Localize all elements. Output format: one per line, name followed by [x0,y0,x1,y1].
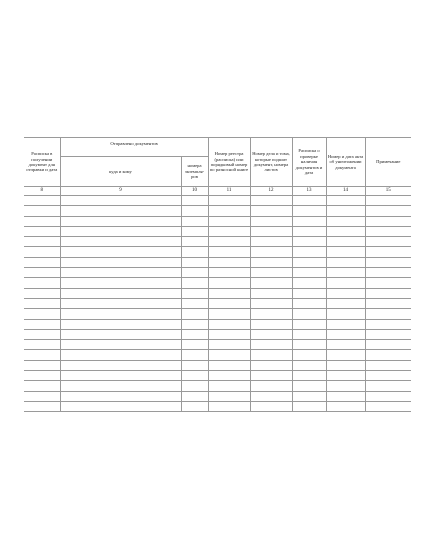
table-cell[interactable] [181,206,208,216]
table-cell[interactable] [292,371,326,381]
table-cell[interactable] [326,350,365,360]
table-cell[interactable] [60,226,181,236]
table-cell[interactable] [24,371,60,381]
table-cell[interactable] [250,278,292,288]
table-cell[interactable] [60,278,181,288]
table-cell[interactable] [60,340,181,350]
document-register-table [24,137,411,412]
header-check-receipt: Расписка о проверке наличия документов и дата [292,138,326,187]
table-cell[interactable] [181,329,208,339]
column-number: 12 [250,187,292,196]
table-cell[interactable] [292,247,326,257]
table-cell[interactable] [208,360,250,370]
table-cell[interactable] [60,288,181,298]
table-cell[interactable] [365,319,411,329]
table-cell[interactable] [208,391,250,401]
table-cell[interactable] [24,247,60,257]
table-cell[interactable] [60,329,181,339]
table-cell[interactable] [365,360,411,370]
table-cell[interactable] [326,381,365,391]
header-destruction-act: Номер и дата акта об уничтожении документа [326,138,365,187]
table-cell[interactable] [60,196,181,206]
table-cell[interactable] [365,257,411,267]
table-cell[interactable] [60,401,181,411]
table-cell[interactable] [326,196,365,206]
table-cell[interactable] [250,391,292,401]
table-cell[interactable] [181,350,208,360]
table-cell[interactable] [326,278,365,288]
table-cell[interactable] [208,268,250,278]
table-cell[interactable] [181,298,208,308]
table-row [24,319,411,329]
column-number: 8 [24,187,60,196]
table-cell[interactable] [60,247,181,257]
table-cell[interactable] [250,381,292,391]
table-row [24,298,411,308]
table-cell[interactable] [60,216,181,226]
header-row-1 [24,138,411,157]
table-cell[interactable] [292,381,326,391]
table-cell[interactable] [208,381,250,391]
table-row [24,288,411,298]
table-cell[interactable] [24,196,60,206]
table-cell[interactable] [365,340,411,350]
table-cell[interactable] [24,360,60,370]
table-row [24,391,411,401]
table-row [24,216,411,226]
table-cell[interactable] [365,401,411,411]
table-cell[interactable] [60,319,181,329]
table-cell[interactable] [208,401,250,411]
table-cell[interactable] [250,350,292,360]
table-cell[interactable] [60,391,181,401]
table-cell[interactable] [181,391,208,401]
header-where-whom: куда и кому [60,157,181,187]
table-cell[interactable] [24,309,60,319]
table-cell[interactable] [250,268,292,278]
table-cell[interactable] [292,268,326,278]
table-cell[interactable] [181,237,208,247]
column-number: 13 [292,187,326,196]
table-cell[interactable] [326,319,365,329]
table-cell[interactable] [24,381,60,391]
header-registry: Номер реестра (расписка) или порядковый номер по разносной книге [208,138,250,187]
table-cell[interactable] [181,360,208,370]
table-cell[interactable] [208,278,250,288]
table-cell[interactable] [326,340,365,350]
table-row [24,309,411,319]
table-cell[interactable] [24,329,60,339]
table-row [24,226,411,236]
table-cell[interactable] [292,257,326,267]
table-cell[interactable] [326,360,365,370]
table-row [24,350,411,360]
table-cell[interactable] [24,237,60,247]
table-cell[interactable] [365,371,411,381]
column-number: 9 [60,187,181,196]
table-row [24,196,411,206]
table-cell[interactable] [326,391,365,401]
table-cell[interactable] [365,298,411,308]
table-cell[interactable] [250,257,292,267]
table-cell[interactable] [292,401,326,411]
table-cell[interactable] [208,329,250,339]
table-cell[interactable] [292,298,326,308]
table-cell[interactable] [365,391,411,401]
table-cell[interactable] [208,371,250,381]
header-case-number: Номер дела и тома, которые подшит документ, номера листов [250,138,292,187]
table-cell[interactable] [181,288,208,298]
table-cell[interactable] [365,268,411,278]
table-cell[interactable] [208,226,250,236]
table-cell[interactable] [181,268,208,278]
table-cell[interactable] [60,298,181,308]
table-cell[interactable] [365,350,411,360]
table-cell[interactable] [24,216,60,226]
table-cell[interactable] [24,257,60,267]
table-cell[interactable] [208,288,250,298]
table-cell[interactable] [208,247,250,257]
table-cell[interactable] [326,206,365,216]
table-cell[interactable] [326,401,365,411]
header-copy-numbers: номера экземпля-ров [181,157,208,187]
table-cell[interactable] [326,329,365,339]
table-row [24,257,411,267]
table-row [24,237,411,247]
table-cell[interactable] [181,371,208,381]
table-cell[interactable] [60,257,181,267]
table-cell[interactable] [365,247,411,257]
column-number-row [24,187,411,196]
table-cell[interactable] [24,226,60,236]
table-cell[interactable] [24,206,60,216]
table-cell[interactable] [60,309,181,319]
table-cell[interactable] [250,206,292,216]
table-cell[interactable] [24,391,60,401]
table-cell[interactable] [208,309,250,319]
table-cell[interactable] [250,340,292,350]
table-cell[interactable] [181,216,208,226]
table-cell[interactable] [60,237,181,247]
table-cell[interactable] [250,237,292,247]
table-row [24,401,411,411]
column-number: 10 [181,187,208,196]
column-number: 15 [365,187,411,196]
header-receipt: Расписка в получении документ для отправки и дата [24,138,60,187]
table-cell[interactable] [250,319,292,329]
column-number: 14 [326,187,365,196]
table-cell[interactable] [292,329,326,339]
table-row [24,247,411,257]
table-row [24,360,411,370]
table-cell[interactable] [326,288,365,298]
table-cell[interactable] [181,340,208,350]
table-cell[interactable] [250,329,292,339]
table-cell[interactable] [326,237,365,247]
table-row [24,371,411,381]
table-cell[interactable] [250,309,292,319]
table-cell[interactable] [208,196,250,206]
table-cell[interactable] [326,257,365,267]
table-cell[interactable] [60,206,181,216]
table-cell[interactable] [250,371,292,381]
table-cell[interactable] [181,278,208,288]
table-cell[interactable] [60,360,181,370]
table-cell[interactable] [292,226,326,236]
table-cell[interactable] [292,350,326,360]
header-sent-group: Отправлено документов [60,138,208,157]
table-cell[interactable] [365,206,411,216]
table-cell[interactable] [208,298,250,308]
table-cell[interactable] [326,216,365,226]
table-cell[interactable] [250,288,292,298]
table-cell[interactable] [365,329,411,339]
table-cell[interactable] [292,288,326,298]
table-row [24,278,411,288]
table-cell[interactable] [365,309,411,319]
table-cell[interactable] [326,247,365,257]
table-cell[interactable] [181,401,208,411]
table-cell[interactable] [181,226,208,236]
column-number: 11 [208,187,250,196]
table-cell[interactable] [365,381,411,391]
table-cell[interactable] [181,309,208,319]
table-cell[interactable] [250,196,292,206]
table-cell[interactable] [292,319,326,329]
table-cell[interactable] [60,268,181,278]
table-cell[interactable] [250,298,292,308]
table-cell[interactable] [250,401,292,411]
table-cell[interactable] [326,268,365,278]
table-cell[interactable] [24,278,60,288]
table-cell[interactable] [365,226,411,236]
table-cell[interactable] [208,350,250,360]
table-cell[interactable] [208,216,250,226]
table-cell[interactable] [292,309,326,319]
table-cell[interactable] [292,206,326,216]
table-cell[interactable] [292,216,326,226]
table-cell[interactable] [292,196,326,206]
table-cell[interactable] [250,226,292,236]
table-cell[interactable] [365,216,411,226]
table-row [24,268,411,278]
table-cell[interactable] [208,206,250,216]
table-cell[interactable] [24,319,60,329]
table-cell[interactable] [181,257,208,267]
table-cell[interactable] [24,268,60,278]
table-cell[interactable] [60,371,181,381]
table-cell[interactable] [326,226,365,236]
table-cell[interactable] [250,216,292,226]
table-cell[interactable] [181,381,208,391]
table-row [24,329,411,339]
table-cell[interactable] [24,401,60,411]
table-cell[interactable] [250,360,292,370]
table-cell[interactable] [208,257,250,267]
table-cell[interactable] [250,247,292,257]
table-cell[interactable] [208,340,250,350]
table-cell[interactable] [24,350,60,360]
table-cell[interactable] [365,288,411,298]
table-cell[interactable] [208,319,250,329]
table-cell[interactable] [181,196,208,206]
table-cell[interactable] [60,381,181,391]
table-cell[interactable] [208,237,250,247]
table-row [24,206,411,216]
table-cell[interactable] [181,247,208,257]
table-cell[interactable] [326,371,365,381]
table-cell[interactable] [181,319,208,329]
table-cell[interactable] [292,360,326,370]
table-cell[interactable] [292,340,326,350]
table-cell[interactable] [292,278,326,288]
table-cell[interactable] [365,196,411,206]
table-cell[interactable] [292,391,326,401]
table-cell[interactable] [24,298,60,308]
table-cell[interactable] [60,350,181,360]
table-cell[interactable] [326,309,365,319]
table-row [24,381,411,391]
table-cell[interactable] [24,340,60,350]
table-cell[interactable] [365,278,411,288]
table-cell[interactable] [326,298,365,308]
table-cell[interactable] [365,237,411,247]
table-row [24,340,411,350]
table-cell[interactable] [24,288,60,298]
header-note: Примечание [365,138,411,187]
table-cell[interactable] [292,237,326,247]
